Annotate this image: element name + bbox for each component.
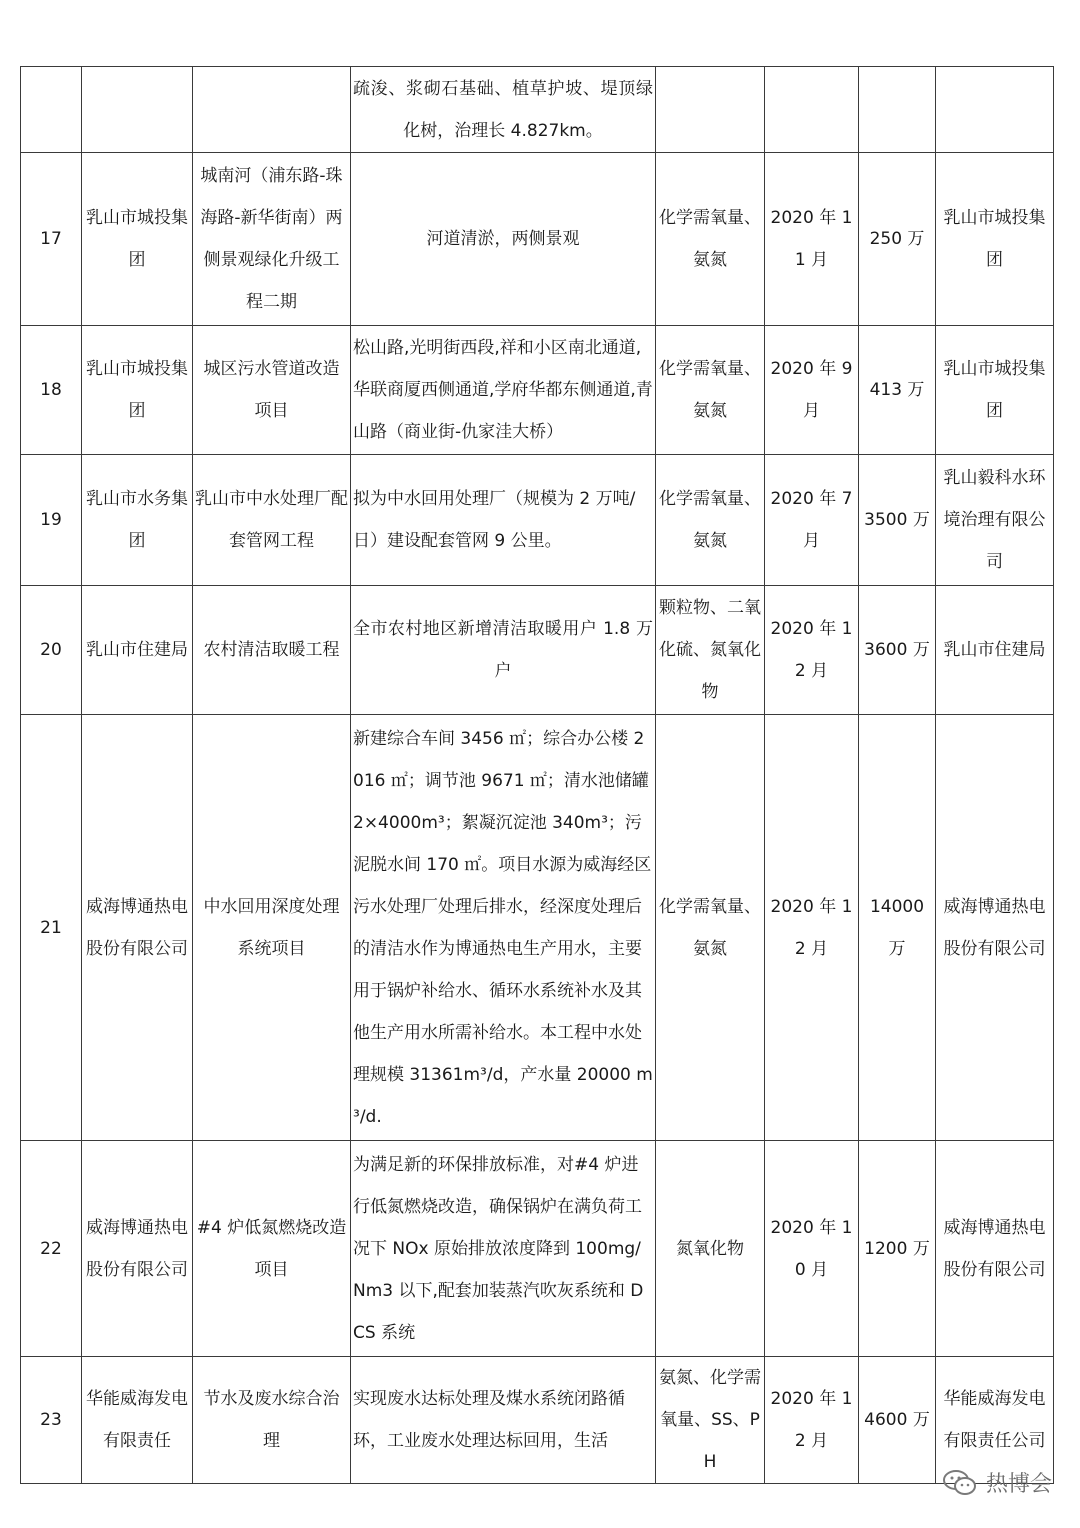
table-row: [21, 153, 1054, 326]
cell-unit: 乳山市水务集团: [82, 455, 193, 586]
cell-content: 松山路,光明街西段,祥和小区南北通道,华联商厦西侧通道,学府华都东侧通道,青山路（商业街-仇家洼大桥）: [351, 326, 656, 455]
cell-pollutant: 化学需氧量、氨氮: [656, 153, 765, 326]
cell-investment: 14000 万: [859, 715, 936, 1141]
cell-investment: 250 万: [859, 153, 936, 326]
cell-pollutant: 化学需氧量、氨氮: [656, 715, 765, 1141]
cell-investment: 3500 万: [859, 455, 936, 586]
cell-content: 拟为中水回用处理厂（规模为 2 万吨/日）建设配套管网 9 公里。: [351, 455, 656, 586]
cell-project: [193, 67, 351, 153]
cell-pollutant: [656, 67, 765, 153]
cell-project: #4 炉低氮燃烧改造项目: [193, 1141, 351, 1357]
cell-no: [21, 67, 82, 153]
cell-investment: 413 万: [859, 326, 936, 455]
cell-no: 21: [21, 715, 82, 1141]
cell-investment: [859, 67, 936, 153]
cell-unit: [82, 67, 193, 153]
cell-project: 城南河（浦东路-珠海路-新华街南）两侧景观绿化升级工程二期: [193, 153, 351, 326]
cell-owner: 华能威海发电有限责任公司: [936, 1357, 1054, 1484]
cell-time: 2020 年 10 月: [765, 1141, 859, 1357]
watermark-label: 热博会: [985, 1472, 1052, 1497]
cell-owner: 威海博通热电股份有限公司: [936, 1141, 1054, 1357]
cell-no: 20: [21, 586, 82, 715]
cell-content: 疏浚、浆砌石基础、植草护坡、堤顶绿化树，治理长 4.827km。: [351, 67, 656, 153]
cell-no: 19: [21, 455, 82, 586]
cell-unit: 乳山市住建局: [82, 586, 193, 715]
cell-owner: [936, 67, 1054, 153]
cell-time: [765, 67, 859, 153]
cell-pollutant: 氮氧化物: [656, 1141, 765, 1357]
wechat-icon: [942, 1469, 978, 1497]
cell-project: 农村清洁取暖工程: [193, 586, 351, 715]
cell-no: 18: [21, 326, 82, 455]
table-row: [21, 586, 1054, 715]
cell-pollutant: 颗粒物、二氧化硫、氮氧化物: [656, 586, 765, 715]
cell-pollutant: 氨氮、化学需氧量、SS、PH: [656, 1357, 765, 1484]
cell-unit: 乳山市城投集团: [82, 153, 193, 326]
cell-unit: 乳山市城投集团: [82, 326, 193, 455]
watermark: [942, 1467, 1052, 1498]
cell-investment: 1200 万: [859, 1141, 936, 1357]
cell-time: 2020 年 11 月: [765, 153, 859, 326]
cell-content: 全市农村地区新增清洁取暖用户 1.8 万户: [351, 586, 656, 715]
cell-owner: 乳山市住建局: [936, 586, 1054, 715]
cell-owner: 乳山市城投集团: [936, 326, 1054, 455]
cell-time: 2020 年 9 月: [765, 326, 859, 455]
cell-content: 河道清淤，两侧景观: [351, 153, 656, 326]
table-row: [21, 455, 1054, 586]
cell-project: 乳山市中水处理厂配套管网工程: [193, 455, 351, 586]
cell-project: 节水及废水综合治理: [193, 1357, 351, 1484]
cell-owner: 乳山毅科水环境治理有限公司: [936, 455, 1054, 586]
cell-owner: 乳山市城投集团: [936, 153, 1054, 326]
table-row: [21, 1141, 1054, 1357]
cell-no: 17: [21, 153, 82, 326]
table-row: [21, 1357, 1054, 1484]
cell-unit: 华能威海发电有限责任: [82, 1357, 193, 1484]
cell-owner: 威海博通热电股份有限公司: [936, 715, 1054, 1141]
cell-content: 实现废水达标处理及煤水系统闭路循环，工业废水处理达标回用，生活: [351, 1357, 656, 1484]
cell-time: 2020 年 12 月: [765, 1357, 859, 1484]
cell-unit: 威海博通热电股份有限公司: [82, 1141, 193, 1357]
cell-content: 新建综合车间 3456 ㎡；综合办公楼 2016 ㎡；调节池 9671 ㎡；清水池储罐 2×4000m³；絮凝沉淀池 340m³；污泥脱水间 170 ㎡。项目水源为威海经区污水处理厂处理后排水，经深度处理后的清洁水作为博通热电生产用水，主要用于锅炉补给水、循环水系统补水及其他生产用水所需补给水。本工程中水处理规模 31361m³/d，产水量 20000 m³/d.: [351, 715, 656, 1141]
cell-time: 2020 年 7 月: [765, 455, 859, 586]
cell-pollutant: 化学需氧量、氨氮: [656, 326, 765, 455]
cell-content: 为满足新的环保排放标准，对#4 炉进行低氮燃烧改造，确保锅炉在满负荷工况下 NOx 原始排放浓度降到 100mg/Nm3 以下,配套加装蒸汽吹灰系统和 DCS 系统: [351, 1141, 656, 1357]
cell-time: 2020 年 12 月: [765, 715, 859, 1141]
cell-pollutant: 化学需氧量、氨氮: [656, 455, 765, 586]
cell-unit: 威海博通热电股份有限公司: [82, 715, 193, 1141]
cell-investment: 4600 万: [859, 1357, 936, 1484]
cell-investment: 3600 万: [859, 586, 936, 715]
cell-project: 中水回用深度处理系统项目: [193, 715, 351, 1141]
table-row: [21, 715, 1054, 1141]
cell-project: 城区污水管道改造项目: [193, 326, 351, 455]
table-row: [21, 67, 1054, 153]
cell-no: 23: [21, 1357, 82, 1484]
project-table: [20, 66, 1054, 1484]
table-row: [21, 326, 1054, 455]
cell-time: 2020 年 12 月: [765, 586, 859, 715]
cell-no: 22: [21, 1141, 82, 1357]
